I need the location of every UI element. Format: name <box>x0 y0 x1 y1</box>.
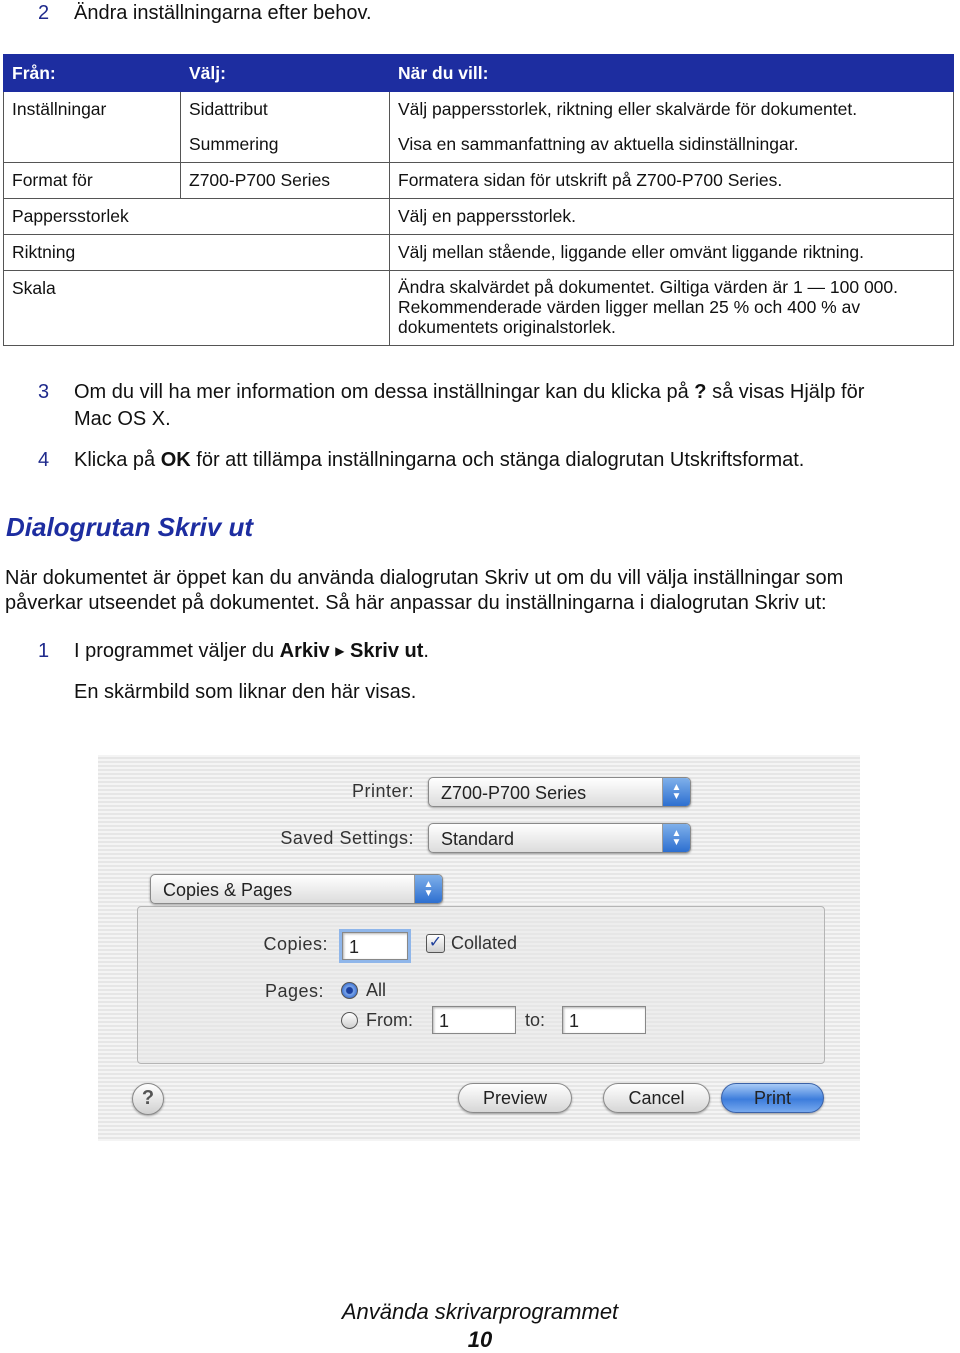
from-radio[interactable] <box>341 1012 358 1029</box>
popup-arrows-icon: ▲ ▼ <box>662 824 690 852</box>
step-text <box>74 447 934 474</box>
step-text-part: så visas Hjälp för <box>712 381 865 403</box>
step-number: 3 <box>38 381 50 403</box>
printer-label: Printer: <box>351 781 414 801</box>
cell-choose: Z700-P700 Series <box>181 163 390 199</box>
saved-settings-value: Standard <box>441 829 515 849</box>
cell-when: Välj pappersstorlek, riktning eller skalvärde för dokumentet. <box>390 92 954 128</box>
step-note: En skärmbild som liknar den här visas. <box>74 681 417 703</box>
step-text-part: Om du vill ha mer information om dessa inställningar kan du klicka på <box>74 381 689 403</box>
ok-label: OK <box>160 449 191 471</box>
all-radio[interactable] <box>341 982 358 999</box>
menu-skriv-ut: Skriv ut <box>350 640 424 662</box>
cell-from: Skala <box>4 271 390 346</box>
section-title: Dialogrutan Skriv ut <box>6 512 254 542</box>
cell-from: Riktning <box>4 235 390 271</box>
cell-when <box>390 271 954 346</box>
pages-label: Pages: <box>264 981 324 1001</box>
scale-line: Rekommenderade värden ligger mellan 25 % och 400 % av <box>398 297 861 317</box>
popup-arrows-icon: ▲ ▼ <box>414 875 442 903</box>
step-number: 2 <box>38 2 50 24</box>
popup-arrows-icon: ▲ ▼ <box>662 778 690 806</box>
collated-checkbox[interactable]: ✓ <box>426 934 445 953</box>
footer-title: Använda skrivarprogrammet <box>341 1299 619 1324</box>
copies-field[interactable]: 1 <box>342 932 408 960</box>
options-table <box>3 54 954 346</box>
intro-paragraph <box>5 566 935 616</box>
scale-line: Ändra skalvärdet på dokumentet. Giltiga värden är 1 — 100 000. <box>398 277 899 297</box>
all-label: All <box>366 980 387 1000</box>
cell-from: Pappersstorlek <box>4 199 390 235</box>
cell-when: Välj en pappersstorlek. <box>390 199 954 235</box>
saved-settings-popup[interactable] <box>428 823 691 853</box>
cell-choose: Summering <box>181 127 390 163</box>
cell-when: Formatera sidan för utskrift på Z700-P700 Series. <box>390 163 954 199</box>
print-button[interactable]: Print <box>721 1083 824 1113</box>
cell-from: Inställningar <box>4 92 181 128</box>
step-text-part: Mac OS X. <box>74 408 171 430</box>
header-from: Från: <box>4 55 181 92</box>
step-text-part: Klicka på <box>74 449 156 471</box>
step-text: Ändra inställningarna efter behov. <box>74 2 372 24</box>
page-number: 10 <box>467 1327 493 1352</box>
cell-choose: Sidattribut <box>181 92 390 128</box>
step-text-part: för att tillämpa inställningarna och stänga dialogrutan Utskriftsformat. <box>196 449 805 471</box>
step-text-part: . <box>423 640 429 662</box>
step-number: 4 <box>38 449 50 471</box>
cancel-button[interactable]: Cancel <box>603 1083 710 1113</box>
table-row <box>4 163 954 199</box>
from-field[interactable]: 1 <box>432 1006 516 1034</box>
cell-when: Välj mellan stående, liggande eller omvänt liggande riktning. <box>390 235 954 271</box>
scale-line: dokumentets originalstorlek. <box>398 317 616 337</box>
preview-button[interactable]: Preview <box>458 1083 572 1113</box>
panel-value: Copies & Pages <box>163 880 293 900</box>
table-row <box>4 92 954 128</box>
step-text-part: I programmet väljer du <box>74 640 275 662</box>
table-row <box>4 235 954 271</box>
saved-settings-label: Saved Settings: <box>280 828 414 848</box>
to-label: to: <box>525 1010 546 1030</box>
to-field[interactable]: 1 <box>562 1006 646 1034</box>
table-header-row <box>4 55 954 92</box>
copies-label: Copies: <box>263 934 328 954</box>
paragraph-line: påverkar utseendet på dokumentet. Så här anpassar du inställningarna i dialogrutan Skriv ut: <box>5 592 827 614</box>
header-choose: Välj: <box>181 55 390 92</box>
header-when: När du vill: <box>390 55 954 92</box>
paragraph-line: När dokumentet är öppet kan du använda dialogrutan Skriv ut om du vill välja inställningar som <box>5 567 844 589</box>
collated-label: Collated <box>451 933 518 953</box>
cell-from <box>4 127 181 163</box>
table-row <box>4 271 954 346</box>
table-row <box>4 199 954 235</box>
cell-from: Format för <box>4 163 181 199</box>
cell-when: Visa en sammanfattning av aktuella sidinställningar. <box>390 127 954 163</box>
panel-popup[interactable] <box>150 874 443 904</box>
step-number: 1 <box>38 640 50 662</box>
printer-popup[interactable] <box>428 777 691 807</box>
step-text <box>74 638 934 665</box>
help-symbol: ? <box>694 381 707 403</box>
menu-arrow-icon: ▶ <box>335 644 345 658</box>
menu-arkiv: Arkiv <box>279 640 330 662</box>
table-row <box>4 127 954 163</box>
printer-value: Z700-P700 Series <box>441 783 587 803</box>
help-button[interactable]: ? <box>132 1083 164 1115</box>
step-text <box>74 379 934 433</box>
from-label: From: <box>366 1010 413 1030</box>
